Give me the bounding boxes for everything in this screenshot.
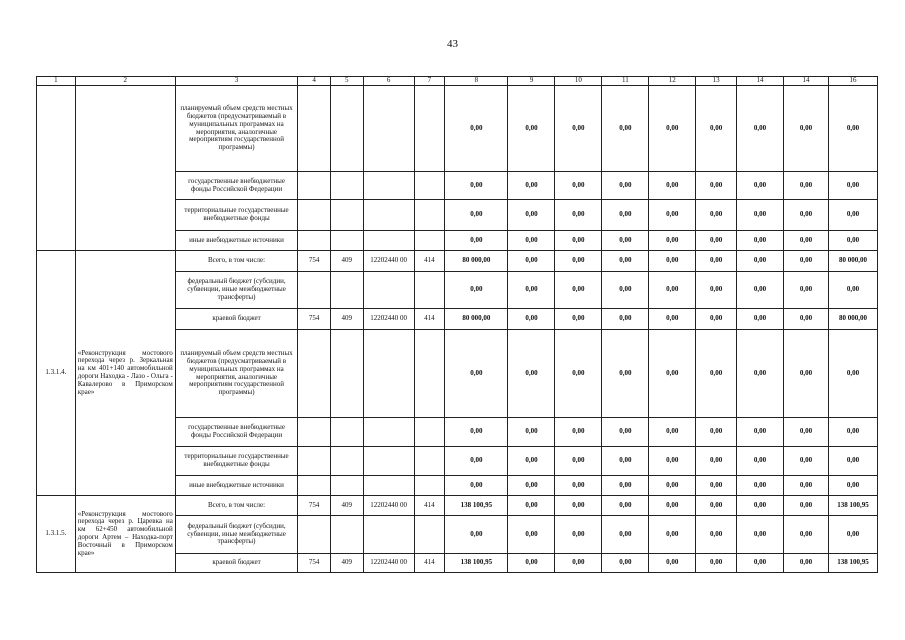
amount-cell: 0,00 (737, 476, 784, 496)
budget-code-c7 (414, 516, 445, 554)
budget-code-c5: 409 (330, 251, 363, 272)
item-description: «Реконструкция мостового перехода через р. Зеркальная на км 401+140 автомобильной дороги Находка - Лазо - Ольга - Кавалерово в Приморском крае» (75, 251, 175, 496)
table-row (37, 251, 878, 272)
amount-cell: 0,00 (602, 418, 649, 447)
budget-code-c6: 12202440 00 (363, 554, 414, 573)
amount-cell: 0,00 (555, 200, 602, 231)
amount-cell: 0,00 (783, 172, 828, 200)
amount-cell: 0,00 (508, 447, 555, 476)
header-row (37, 77, 878, 86)
amount-cell: 0,00 (783, 496, 828, 516)
amount-cell: 0,00 (445, 418, 508, 447)
amount-cell: 0,00 (783, 251, 828, 272)
amount-cell: 0,00 (696, 418, 737, 447)
amount-cell: 0,00 (696, 447, 737, 476)
amount-cell: 0,00 (783, 272, 828, 309)
amount-cell: 0,00 (696, 231, 737, 251)
amount-cell: 0,00 (649, 554, 696, 573)
amount-cell: 0,00 (783, 231, 828, 251)
amount-cell: 0,00 (555, 476, 602, 496)
budget-code-c6: 12202440 00 (363, 309, 414, 330)
column-header: 9 (508, 77, 555, 86)
budget-code-c7 (414, 200, 445, 231)
amount-cell: 0,00 (649, 330, 696, 418)
amount-cell: 0,00 (649, 309, 696, 330)
amount-cell: 0,00 (696, 496, 737, 516)
amount-cell: 0,00 (649, 200, 696, 231)
item-description (75, 86, 175, 251)
amount-cell: 0,00 (737, 447, 784, 476)
amount-cell: 0,00 (555, 330, 602, 418)
amount-cell: 0,00 (649, 447, 696, 476)
column-header: 3 (175, 77, 297, 86)
budget-code-c4 (298, 476, 331, 496)
amount-cell: 0,00 (602, 554, 649, 573)
amount-cell: 0,00 (737, 516, 784, 554)
amount-cell: 138 100,95 (445, 554, 508, 573)
column-header: 12 (649, 77, 696, 86)
funding-source: территориальные государственные внебюджетные фонды (175, 200, 297, 231)
budget-code-c4 (298, 330, 331, 418)
amount-cell: 0,00 (602, 476, 649, 496)
funding-source: Всего, в том числе: (175, 496, 297, 516)
amount-cell: 0,00 (737, 418, 784, 447)
amount-cell: 80 000,00 (445, 251, 508, 272)
amount-cell: 0,00 (737, 200, 784, 231)
amount-cell: 0,00 (828, 418, 877, 447)
amount-cell: 0,00 (508, 86, 555, 172)
column-header: 8 (445, 77, 508, 86)
page-number: 43 (447, 38, 458, 50)
budget-code-c4 (298, 172, 331, 200)
amount-cell: 0,00 (445, 516, 508, 554)
budget-code-c4 (298, 231, 331, 251)
amount-cell: 0,00 (737, 309, 784, 330)
amount-cell: 0,00 (602, 516, 649, 554)
amount-cell: 0,00 (737, 231, 784, 251)
budget-code-c6 (363, 476, 414, 496)
budget-code-c7 (414, 418, 445, 447)
amount-cell: 80 000,00 (828, 251, 877, 272)
amount-cell: 0,00 (696, 251, 737, 272)
amount-cell: 0,00 (445, 447, 508, 476)
amount-cell: 0,00 (445, 272, 508, 309)
budget-code-c5: 409 (330, 496, 363, 516)
amount-cell: 0,00 (828, 231, 877, 251)
amount-cell: 0,00 (828, 200, 877, 231)
amount-cell: 0,00 (508, 516, 555, 554)
item-index (37, 86, 76, 251)
amount-cell: 0,00 (555, 554, 602, 573)
amount-cell: 0,00 (737, 554, 784, 573)
amount-cell: 0,00 (555, 172, 602, 200)
amount-cell: 0,00 (508, 496, 555, 516)
amount-cell: 0,00 (555, 496, 602, 516)
budget-code-c4 (298, 447, 331, 476)
amount-cell: 0,00 (602, 251, 649, 272)
amount-cell: 0,00 (783, 200, 828, 231)
budget-code-c6 (363, 200, 414, 231)
budget-code-c5: 409 (330, 554, 363, 573)
amount-cell: 0,00 (508, 418, 555, 447)
amount-cell: 0,00 (602, 496, 649, 516)
amount-cell: 0,00 (445, 330, 508, 418)
budget-code-c5 (330, 172, 363, 200)
amount-cell: 0,00 (696, 554, 737, 573)
amount-cell: 0,00 (737, 172, 784, 200)
budget-code-c6 (363, 418, 414, 447)
budget-code-c5 (330, 516, 363, 554)
budget-code-c5 (330, 272, 363, 309)
budget-code-c5 (330, 330, 363, 418)
budget-code-c7 (414, 476, 445, 496)
budget-code-c4: 754 (298, 554, 331, 573)
amount-cell: 0,00 (555, 86, 602, 172)
table-row (37, 86, 878, 172)
amount-cell: 0,00 (508, 251, 555, 272)
budget-code-c4 (298, 272, 331, 309)
budget-code-c6 (363, 330, 414, 418)
column-header: 2 (75, 77, 175, 86)
amount-cell: 0,00 (649, 496, 696, 516)
amount-cell: 0,00 (445, 86, 508, 172)
amount-cell: 138 100,95 (445, 496, 508, 516)
funding-source: государственные внебюджетные фонды Российской Федерации (175, 418, 297, 447)
amount-cell: 0,00 (696, 272, 737, 309)
budget-code-c7: 414 (414, 309, 445, 330)
amount-cell: 0,00 (783, 418, 828, 447)
amount-cell: 0,00 (828, 86, 877, 172)
amount-cell: 0,00 (828, 330, 877, 418)
amount-cell: 0,00 (828, 172, 877, 200)
column-header: 1 (37, 77, 76, 86)
amount-cell: 0,00 (783, 447, 828, 476)
column-header: 14 (737, 77, 784, 86)
amount-cell: 0,00 (737, 496, 784, 516)
amount-cell: 0,00 (737, 272, 784, 309)
amount-cell: 0,00 (649, 418, 696, 447)
budget-code-c4 (298, 516, 331, 554)
amount-cell: 0,00 (649, 172, 696, 200)
budget-code-c7 (414, 272, 445, 309)
column-header: 14 (783, 77, 828, 86)
amount-cell: 0,00 (555, 231, 602, 251)
amount-cell: 0,00 (445, 231, 508, 251)
budget-code-c7: 414 (414, 554, 445, 573)
amount-cell: 0,00 (828, 476, 877, 496)
amount-cell: 0,00 (696, 516, 737, 554)
budget-code-c4: 754 (298, 496, 331, 516)
amount-cell: 0,00 (649, 476, 696, 496)
amount-cell: 0,00 (783, 476, 828, 496)
table-row (37, 496, 878, 516)
amount-cell: 138 100,95 (828, 496, 877, 516)
amount-cell: 0,00 (783, 330, 828, 418)
budget-code-c7: 414 (414, 251, 445, 272)
amount-cell: 0,00 (649, 272, 696, 309)
amount-cell: 0,00 (602, 330, 649, 418)
amount-cell: 0,00 (649, 231, 696, 251)
amount-cell: 0,00 (445, 200, 508, 231)
amount-cell: 0,00 (696, 200, 737, 231)
funding-source: федеральный бюджет (субсидии, субвенции, иные межбюджетные трансферты) (175, 516, 297, 554)
budget-code-c7 (414, 447, 445, 476)
budget-code-c6 (363, 447, 414, 476)
amount-cell: 0,00 (783, 554, 828, 573)
amount-cell: 0,00 (602, 447, 649, 476)
amount-cell: 0,00 (783, 516, 828, 554)
amount-cell: 0,00 (555, 309, 602, 330)
amount-cell: 80 000,00 (828, 309, 877, 330)
amount-cell: 0,00 (602, 231, 649, 251)
column-header: 5 (330, 77, 363, 86)
budget-code-c4 (298, 200, 331, 231)
amount-cell: 0,00 (445, 476, 508, 496)
budget-code-c7 (414, 330, 445, 418)
amount-cell: 0,00 (828, 516, 877, 554)
amount-cell: 0,00 (508, 554, 555, 573)
budget-code-c6 (363, 272, 414, 309)
item-index: 1.3.1.4. (37, 251, 76, 496)
amount-cell: 0,00 (828, 272, 877, 309)
budget-code-c4: 754 (298, 309, 331, 330)
amount-cell: 0,00 (508, 330, 555, 418)
budget-code-c4: 754 (298, 251, 331, 272)
budget-code-c4 (298, 86, 331, 172)
amount-cell: 0,00 (828, 447, 877, 476)
amount-cell: 0,00 (602, 272, 649, 309)
budget-code-c6 (363, 231, 414, 251)
amount-cell: 0,00 (649, 86, 696, 172)
budget-code-c7 (414, 231, 445, 251)
amount-cell: 0,00 (555, 418, 602, 447)
funding-source: государственные внебюджетные фонды Российской Федерации (175, 172, 297, 200)
budget-code-c7 (414, 86, 445, 172)
amount-cell: 80 000,00 (445, 309, 508, 330)
amount-cell: 0,00 (508, 200, 555, 231)
budget-code-c5 (330, 447, 363, 476)
amount-cell: 0,00 (602, 309, 649, 330)
item-description: «Реконструкция мостового перехода через р. Царевка на км 62+450 автомобильной дороги Артем – Находка-порт Восточный в Приморском крае» (75, 496, 175, 573)
budget-code-c4 (298, 418, 331, 447)
amount-cell: 0,00 (508, 231, 555, 251)
funding-source: территориальные государственные внебюджетные фонды (175, 447, 297, 476)
budget-code-c5 (330, 231, 363, 251)
funding-source: планируемый объем средств местных бюджетов (предусматриваемый в муниципальных программах на мероприятия, аналогичные мероприятиям государственной программы) (175, 86, 297, 172)
amount-cell: 0,00 (649, 516, 696, 554)
budget-code-c6 (363, 86, 414, 172)
budget-code-c5 (330, 200, 363, 231)
column-header: 6 (363, 77, 414, 86)
item-index: 1.3.1.5. (37, 496, 76, 573)
amount-cell: 0,00 (602, 200, 649, 231)
funding-source: иные внебюджетные источники (175, 231, 297, 251)
amount-cell: 0,00 (696, 86, 737, 172)
amount-cell: 0,00 (783, 86, 828, 172)
budget-code-c6: 12202440 00 (363, 251, 414, 272)
amount-cell: 0,00 (783, 309, 828, 330)
amount-cell: 0,00 (555, 251, 602, 272)
budget-code-c7: 414 (414, 496, 445, 516)
funding-source: планируемый объем средств местных бюджетов (предусматриваемый в муниципальных программах на мероприятия, аналогичные мероприятиям государственной программы) (175, 330, 297, 418)
amount-cell: 0,00 (555, 272, 602, 309)
column-header: 4 (298, 77, 331, 86)
funding-source: федеральный бюджет (субсидии, субвенции, иные межбюджетные трансферты) (175, 272, 297, 309)
budget-code-c6 (363, 516, 414, 554)
amount-cell: 0,00 (602, 172, 649, 200)
amount-cell: 0,00 (555, 447, 602, 476)
amount-cell: 0,00 (508, 272, 555, 309)
amount-cell: 0,00 (696, 476, 737, 496)
amount-cell: 0,00 (737, 86, 784, 172)
column-header: 16 (828, 77, 877, 86)
funding-source: краевой бюджет (175, 554, 297, 573)
amount-cell: 0,00 (445, 172, 508, 200)
budget-code-c6 (363, 172, 414, 200)
amount-cell: 0,00 (602, 86, 649, 172)
amount-cell: 0,00 (508, 172, 555, 200)
amount-cell: 138 100,95 (828, 554, 877, 573)
column-header: 10 (555, 77, 602, 86)
budget-code-c6: 12202440 00 (363, 496, 414, 516)
column-header: 13 (696, 77, 737, 86)
amount-cell: 0,00 (555, 516, 602, 554)
amount-cell: 0,00 (696, 172, 737, 200)
column-header: 11 (602, 77, 649, 86)
amount-cell: 0,00 (696, 309, 737, 330)
amount-cell: 0,00 (737, 330, 784, 418)
funding-source: краевой бюджет (175, 309, 297, 330)
table-body (37, 86, 878, 573)
budget-code-c5 (330, 418, 363, 447)
amount-cell: 0,00 (649, 251, 696, 272)
amount-cell: 0,00 (696, 330, 737, 418)
budget-code-c7 (414, 172, 445, 200)
funding-source: иные внебюджетные источники (175, 476, 297, 496)
amount-cell: 0,00 (737, 251, 784, 272)
column-header: 7 (414, 77, 445, 86)
budget-code-c5 (330, 86, 363, 172)
budget-code-c5: 409 (330, 309, 363, 330)
funding-source: Всего, в том числе: (175, 251, 297, 272)
amount-cell: 0,00 (508, 309, 555, 330)
amount-cell: 0,00 (508, 476, 555, 496)
budget-code-c5 (330, 476, 363, 496)
budget-table (36, 76, 878, 573)
